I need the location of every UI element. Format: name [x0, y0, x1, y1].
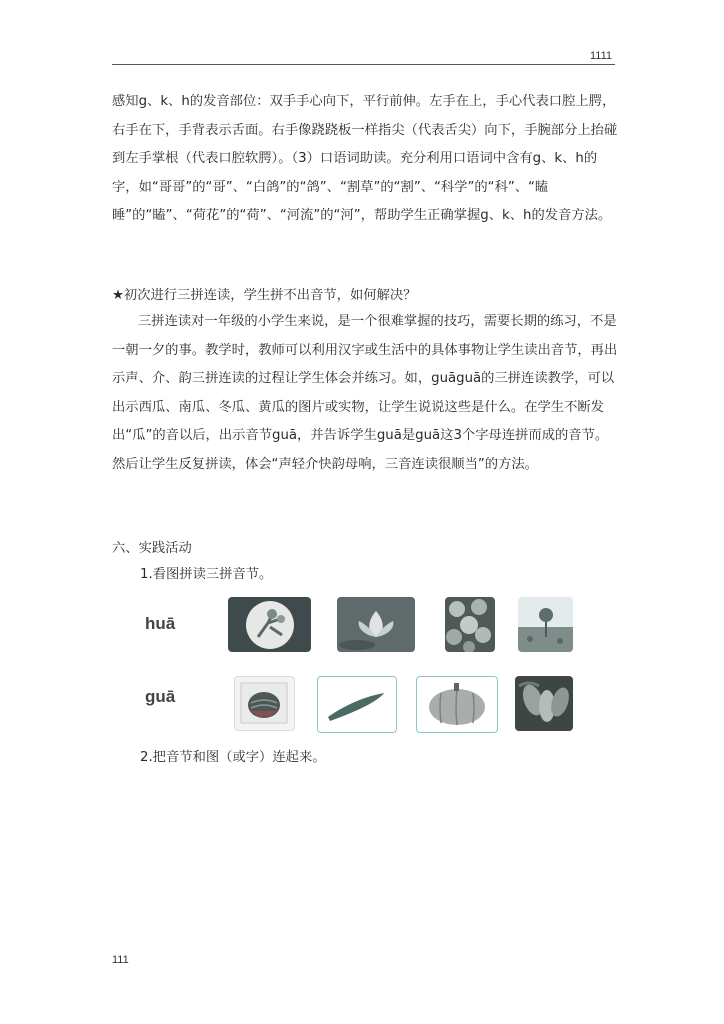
header-page-number: 1111 [590, 50, 613, 62]
melon-picture-1 [234, 676, 295, 731]
footer-page-number: 111 [112, 954, 129, 966]
header-rule [112, 64, 615, 65]
paragraph-three-spelling: 三拼连读对一年级的小学生来说，是一个很难掌握的技巧，需要长期的练习，不是一朝一夕的事。教学时，教师可以利用汉字或生活中的具体事物让学生读出音节，再出示声、介、韵三拼连读的过程让学生体会并练习。如，guāguā的三拼连读教学，可以出示西瓜、南瓜、冬瓜、黄瓜的图片或实物，让学生说说这些是什么。在学生不断发出“瓜”的音以后，出示音节guā，并告诉学生guā是guā这3个字母连拼而成的音节。然后让学生反复拼读，体会“声轻介快韵母响，三音连读很顺当”的方法。 [112, 314, 618, 472]
activity-item-1: 1.看图拼读三拼音节。 [140, 567, 273, 582]
melon-picture-4 [515, 676, 573, 731]
pinyin-gua: guā [145, 687, 176, 706]
activity-item-2: 2.把音节和图（或字）连起来。 [140, 750, 326, 765]
flower-picture-2 [337, 597, 415, 652]
flower-picture-4 [518, 597, 573, 652]
flower-picture-1 [228, 597, 311, 652]
melon-picture-3 [416, 676, 498, 733]
flower-picture-3 [445, 597, 495, 652]
paragraph-pronunciation: 感知g、k、h的发音部位：双手手心向下，平行前伸。左手在上，手心代表口腔上腭，右手在下，手背表示舌面。右手像跷跷板一样指尖（代表舌尖）向下，手腕部分上抬碰到左手掌根（代表口腔软腭）。（3）口语词助读。充分利用口语词中含有g、k、h的字，如“哥哥”的“哥”、“白鸽”的“鸽”、“割草”的“割”、“科学”的“科”、“瞌睡”的“瞌”、“荷花”的“荷”、“河流”的“河”，帮助学生正确掌握g、k、h的发音方法。 [112, 94, 618, 224]
melon-picture-2 [317, 676, 397, 733]
question-heading: ★初次进行三拼连读，学生拼不出音节，如何解决？ [112, 288, 417, 303]
section-title: 六、实践活动 [112, 541, 192, 556]
pinyin-hua: huā [145, 614, 176, 633]
